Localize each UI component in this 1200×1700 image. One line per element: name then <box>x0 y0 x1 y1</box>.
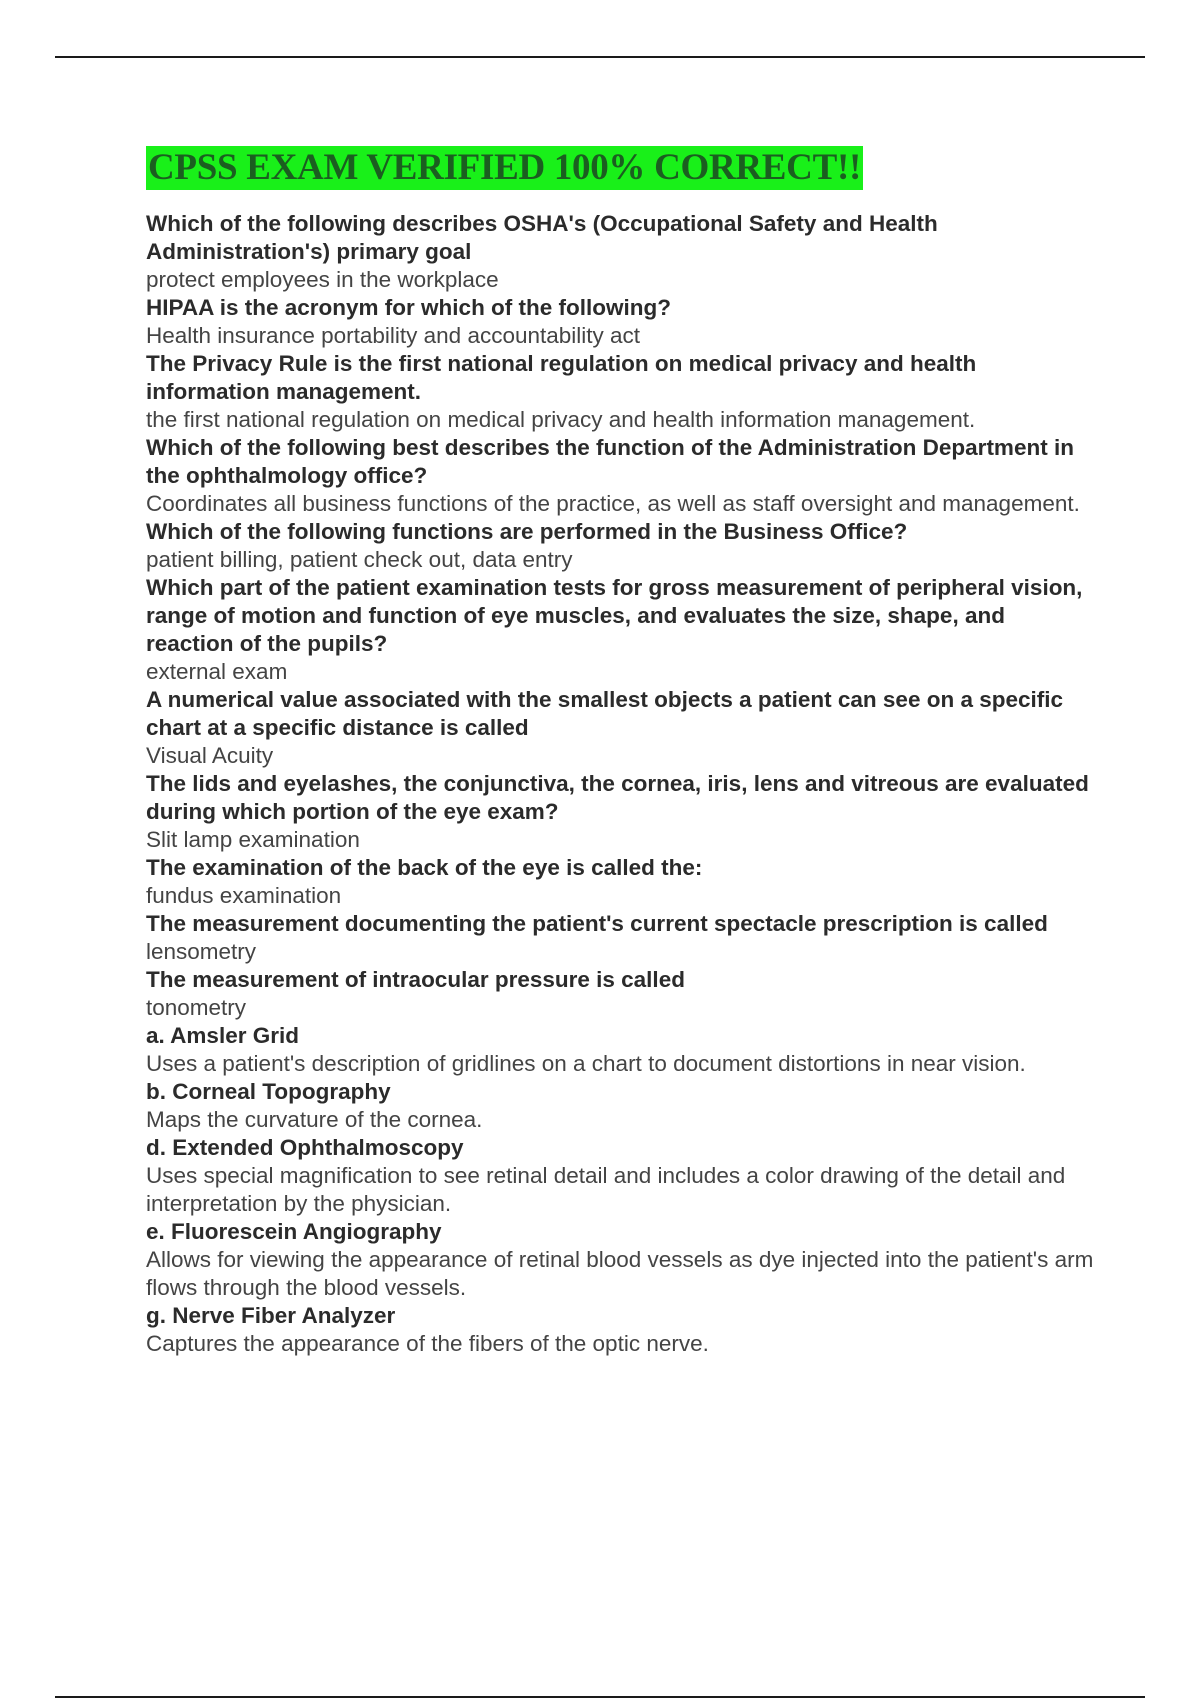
question-text: Which of the following functions are performed in the Business Office? <box>146 519 908 544</box>
answer-text: Maps the curvature of the cornea. <box>146 1107 483 1132</box>
page-top-rule <box>55 56 1145 58</box>
answer-text: the first national regulation on medical privacy and health information management. <box>146 407 976 432</box>
question-text: The examination of the back of the eye is called the: <box>146 855 703 880</box>
answer-text: Captures the appearance of the fibers of the optic nerve. <box>146 1331 709 1356</box>
page-bottom-rule <box>55 1696 1145 1698</box>
answer-text: tonometry <box>146 995 247 1020</box>
answer-text: Health insurance portability and accountability act <box>146 323 641 348</box>
question-text: g. Nerve Fiber Analyzer <box>146 1303 396 1328</box>
question-text: The measurement documenting the patient's current spectacle prescription is called <box>146 911 1048 936</box>
answer-text: external exam <box>146 659 288 684</box>
question-text: The Privacy Rule is the first national regulation on medical privacy and health information management. <box>146 351 977 404</box>
answer-text: Allows for viewing the appearance of retinal blood vessels as dye injected into the patient's arm flows through the blood vessels. <box>146 1247 1094 1300</box>
answer-text: Uses special magnification to see retinal detail and includes a color drawing of the detail and interpretation by the physician. <box>146 1163 1066 1216</box>
qa-item <box>146 574 1096 686</box>
answer-text: Uses a patient's description of gridlines on a chart to document distortions in near vision. <box>146 1051 1026 1076</box>
qa-item <box>146 350 1096 434</box>
answer-text: fundus examination <box>146 883 342 908</box>
document-body <box>146 146 1096 1358</box>
qa-item <box>146 854 1096 910</box>
qa-item <box>146 686 1096 770</box>
question-text: e. Fluorescein Angiography <box>146 1219 442 1244</box>
answer-text: protect employees in the workplace <box>146 267 499 292</box>
qa-item <box>146 1134 1096 1218</box>
answer-text: Visual Acuity <box>146 743 274 768</box>
qa-item <box>146 518 1096 574</box>
answer-text: Slit lamp examination <box>146 827 360 852</box>
answer-text: lensometry <box>146 939 257 964</box>
question-text: A numerical value associated with the smallest objects a patient can see on a specific chart at a specific distance is called <box>146 687 1064 740</box>
question-text: The measurement of intraocular pressure is called <box>146 967 685 992</box>
qa-item <box>146 434 1096 518</box>
qa-item <box>146 1218 1096 1302</box>
question-text: Which of the following best describes the function of the Administration Department in the ophthalmology office? <box>146 435 1074 488</box>
qa-item <box>146 1302 1096 1358</box>
qa-item <box>146 210 1096 294</box>
qa-item <box>146 966 1096 1022</box>
question-text: a. Amsler Grid <box>146 1023 299 1048</box>
question-text: Which of the following describes OSHA's (Occupational Safety and Health Administration's) primary goal <box>146 211 938 264</box>
answer-text: Coordinates all business functions of the practice, as well as staff oversight and management. <box>146 491 1080 516</box>
qa-item <box>146 1078 1096 1134</box>
document-title: CPSS EXAM VERIFIED 100% CORRECT!! <box>148 147 862 188</box>
question-text: Which part of the patient examination tests for gross measurement of peripheral vision, range of motion and function of eye muscles, and evaluates the size, shape, and reaction of the pupils? <box>146 575 1083 656</box>
question-text: d. Extended Ophthalmoscopy <box>146 1135 464 1160</box>
qa-item <box>146 294 1096 350</box>
question-text: b. Corneal Topography <box>146 1079 391 1104</box>
qa-item <box>146 910 1096 966</box>
qa-item <box>146 1022 1096 1078</box>
answer-text: patient billing, patient check out, data entry <box>146 547 573 572</box>
question-text: The lids and eyelashes, the conjunctiva, the cornea, iris, lens and vitreous are evaluated during which portion of the eye exam? <box>146 771 1089 824</box>
qa-item <box>146 770 1096 854</box>
question-text: HIPAA is the acronym for which of the following? <box>146 295 672 320</box>
